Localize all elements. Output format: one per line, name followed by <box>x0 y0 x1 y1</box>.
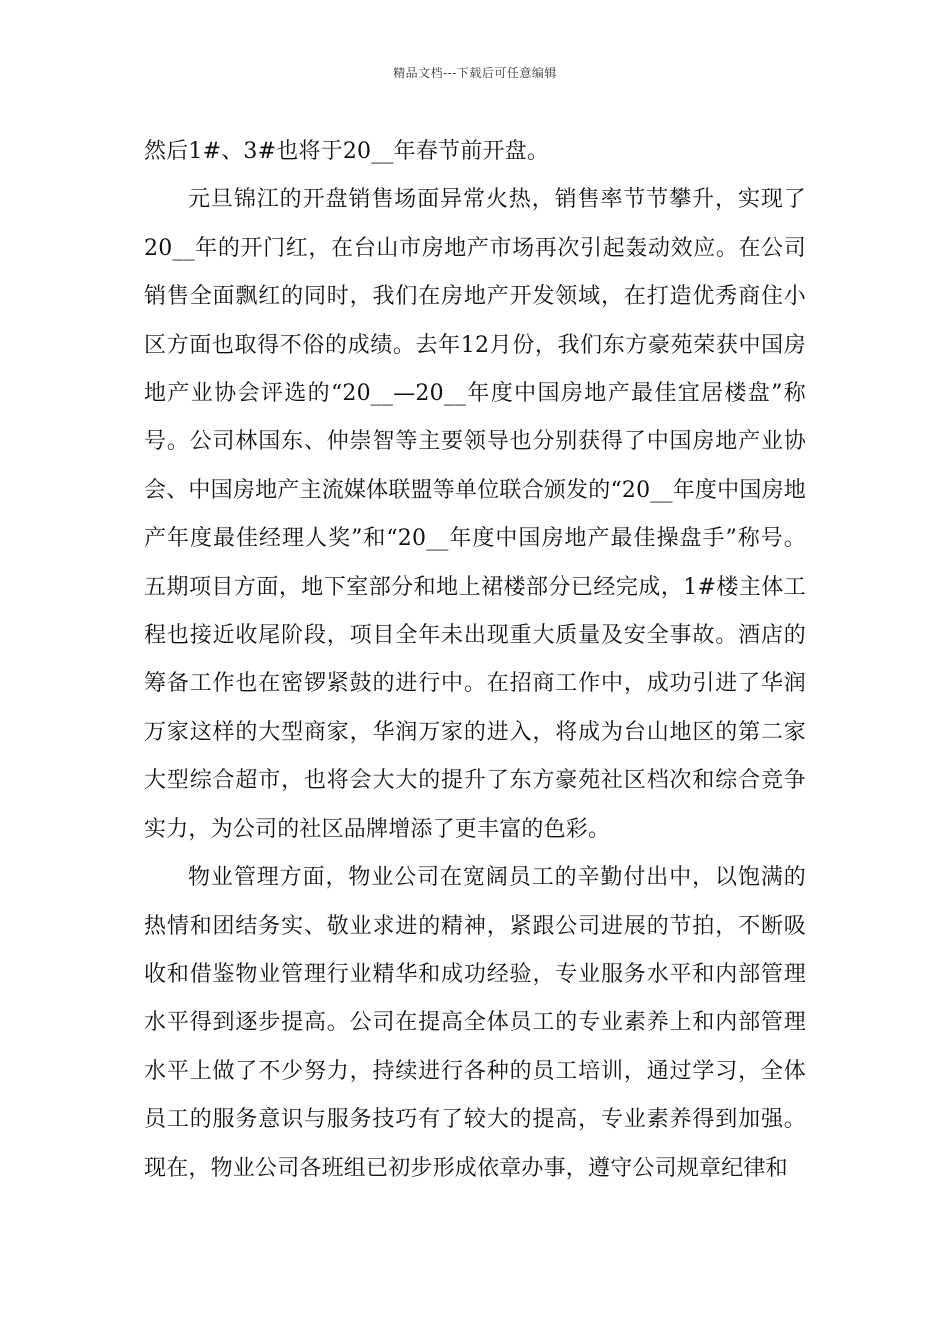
paragraph-property-management: 物业管理方面，物业公司在宽阔员工的辛勤付出中，以饱满的热情和团结务实、敬业求进的精神，紧跟公司进展的节拍，不断吸收和借鉴物业管理行业精华和成功经验，专业服务水平和内部管理水平得到逐步提高。公司在提高全体员工的专业素养上和内部管理水平上做了不少努力，持续进行各种的员工培训，通过学习，全体员工的服务意识与服务技巧有了较大的提高，专业素养得到加强。现在，物业公司各班组已初步形成依章办事，遵守公司规章纪律和 <box>144 865 806 1181</box>
document-body <box>144 128 806 1193</box>
paragraph-continuation: 然后1#、3#也将于20__年春节前开盘。 <box>144 139 550 164</box>
paragraph-sales: 元旦锦江的开盘销售场面异常火热，销售率节节攀升，实现了20__年的开门红，在台山市房地产市场再次引起轰动效应。在公司销售全面飘红的同时，我们在房地产开发领域，在打造优秀商住小区方面也取得不俗的成绩。去年12月份，我们东方豪苑荣获中国房地产业协会评选的“20__—20__年度中国房地产最佳宜居楼盘”称号。公司林国东、仲崇智等主要领导也分别获得了中国房地产业协会、中国房地产主流媒体联盟等单位联合颁发的“20__年度中国房地产年度最佳经理人奖”和“20__年度中国房地产最佳操盘手”称号。五期项目方面，地下室部分和地上裙楼部分已经完成，1#楼主体工程也接近收尾阶段，项目全年未出现重大质量及安全事故。酒店的筹备工作也在密锣紧鼓的进行中。在招商工作中，成功引进了华润万家这样的大型商家，华润万家的进入，将成为台山地区的第二家大型综合超市，也将会大大的提升了东方豪苑社区档次和综合竞争实力，为公司的社区品牌增添了更丰富的色彩。 <box>144 187 806 842</box>
page-header: 精品文档---下载后可任意编辑 <box>393 66 557 80</box>
